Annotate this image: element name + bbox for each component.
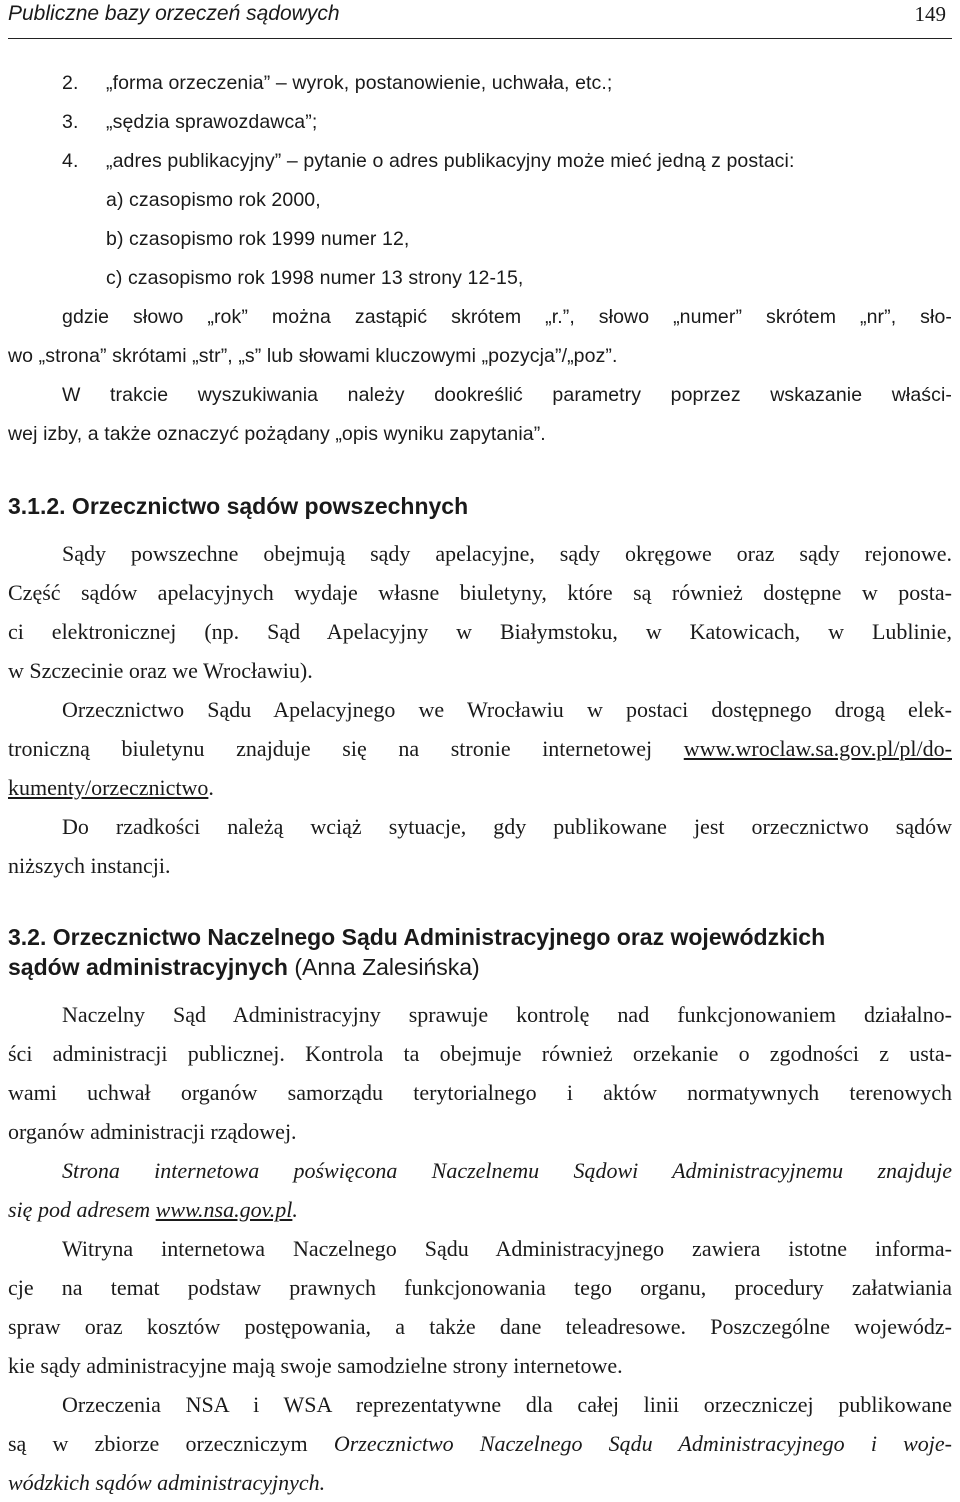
paragraph-line: ści administracji publicznej. Kontrola ta obejmuje również orzekanie o zgodności z usta- — [8, 1041, 952, 1066]
paragraph-line: wo „strona” skrótami „str”, „s” lub słowami kluczowymi „pozycja”/„poz”. — [8, 345, 618, 367]
paragraph-line: niższych instancji. — [8, 853, 171, 878]
paragraph-line: się pod adresem www.nsa.gov.pl. — [8, 1197, 298, 1222]
paragraph-line: Do rzadkości należą wciąż sytuacje, gdy publikowane jest orzecznictwo sądów — [62, 814, 952, 839]
page-header — [8, 0, 952, 39]
paragraph-line: troniczną biuletynu znajduje się na stronie internetowej www.wroclaw.sa.gov.pl/pl/do- — [8, 736, 952, 761]
paragraph-line: gdzie słowo „rok” można zastąpić skrótem „r.”, słowo „numer” skrótem „nr”, sło- — [62, 306, 952, 328]
paragraph-line: są w zbiorze orzeczniczym Orzecznictwo Naczelnego Sądu Administracyjnego i woje- — [8, 1431, 952, 1456]
sub-list-item: a) czasopismo rok 2000, — [106, 189, 321, 211]
sub-list-item: b) czasopismo rok 1999 numer 12, — [106, 228, 410, 250]
paragraph-line: Witryna internetowa Naczelnego Sądu Administracyjnego zawiera istotne informa- — [62, 1236, 952, 1261]
wroclaw-court-link-cont[interactable]: kumenty/orzecznictwo — [8, 775, 209, 800]
paragraph-line: W trakcie wyszukiwania należy dookreślić parametry poprzez wskazanie właści- — [62, 384, 952, 406]
list-item: 3. „sędzia sprawozdawca”; — [62, 111, 318, 133]
author-name: (Anna Zalesińska) — [294, 954, 480, 980]
section-heading-3-1-2: 3.1.2. Orzecznictwo sądów powszechnych — [8, 493, 469, 519]
list-item: 2. „forma orzeczenia” – wyrok, postanowienie, uchwała, etc.; — [62, 72, 613, 94]
paragraph-line: kie sądy administracyjne mają swoje samodzielne strony internetowe. — [8, 1353, 623, 1378]
paragraph-line: kumenty/orzecznictwo. — [8, 775, 214, 800]
paragraph-line: organów administracji rządowej. — [8, 1119, 297, 1144]
paragraph-line: cje na temat podstaw prawnych funkcjonowania tego organu, procedury załatwiania — [8, 1275, 952, 1300]
paragraph-line: Orzeczenia NSA i WSA reprezentatywne dla całej linii orzeczniczej publikowane — [62, 1392, 952, 1417]
paragraph-line: Orzecznictwo Sądu Apelacyjnego we Wrocławiu w postaci dostępnego drogą elek- — [62, 697, 952, 722]
paragraph-line: wej izby, a także oznaczyć pożądany „opis wyniku zapytania”. — [8, 423, 546, 445]
section-heading-3-2-cont: sądów administracyjnych (Anna Zalesińska) — [8, 954, 480, 980]
section-heading-3-2: 3.2. Orzecznictwo Naczelnego Sądu Administracyjnego oraz wojewódzkich — [8, 924, 826, 950]
wroclaw-court-link[interactable]: www.wroclaw.sa.gov.pl/pl/do- — [683, 736, 952, 761]
paragraph-line: w Szczecinie oraz we Wrocławiu). — [8, 658, 313, 683]
paragraph-line: spraw oraz kosztów postępowania, a także dane teleadresowe. Poszczególne wojewódz- — [8, 1314, 952, 1339]
paragraph-line: Część sądów apelacyjnych wydaje własne biuletyny, które są również dostępne w posta- — [8, 580, 952, 605]
paragraph-line: ci elektronicznej (np. Sąd Apelacyjny w Białymstoku, w Katowicach, w Lublinie, — [8, 619, 952, 644]
nsa-website-link[interactable]: www.nsa.gov.pl — [155, 1197, 293, 1222]
paragraph-line: Strona internetowa poświęcona Naczelnemu Sądowi Administracyjnemu znajduje — [62, 1158, 952, 1183]
paragraph-line: wami uchwał organów samorządu terytorialnego i aktów normatywnych terenowych — [8, 1080, 952, 1105]
paragraph-line: Sądy powszechne obejmują sądy apelacyjne, sądy okręgowe oraz sądy rejonowe. — [62, 541, 952, 566]
paragraph-line: Naczelny Sąd Administracyjny sprawuje kontrolę nad funkcjonowaniem działalno- — [62, 1002, 952, 1027]
list-item: 4. „adres publikacyjny” – pytanie o adres publikacyjny może mieć jedną z postaci: — [62, 150, 795, 172]
page-number: 149 — [914, 2, 946, 26]
running-title: Publiczne bazy orzeczeń sądowych — [8, 2, 340, 25]
sub-list-item: c) czasopismo rok 1998 numer 13 strony 12-15, — [106, 267, 524, 289]
paragraph-line: wódzkich sądów administracyjnych. — [8, 1470, 326, 1495]
